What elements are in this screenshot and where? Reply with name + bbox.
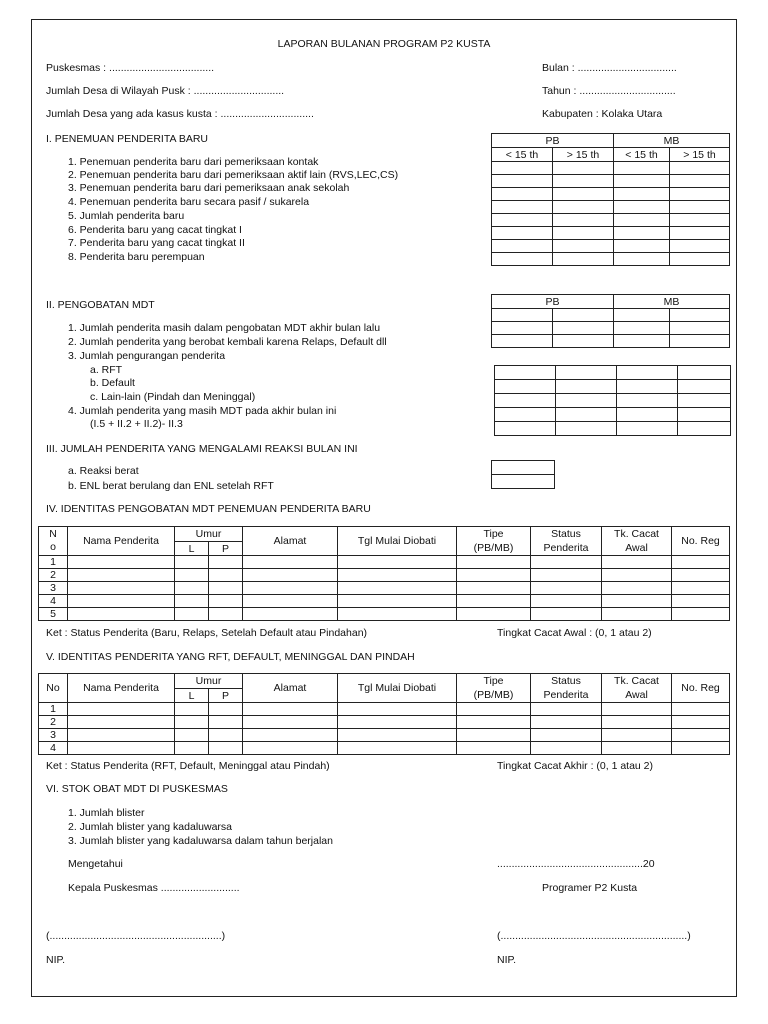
- table-cell[interactable]: [553, 309, 614, 322]
- table-cell[interactable]: [531, 556, 602, 569]
- table-cell[interactable]: [492, 227, 553, 240]
- section1-item-6: 6. Penderita baru yang cacat tingkat I: [68, 224, 242, 236]
- desa-wilayah-field: Jumlah Desa di Wilayah Pusk : ...............................: [46, 85, 285, 97]
- table-cell[interactable]: [670, 309, 730, 322]
- table-cell[interactable]: [338, 742, 457, 755]
- table-cell[interactable]: [209, 729, 243, 742]
- section2-item-1: 1. Jumlah penderita masih dalam pengobatan MDT akhir bulan lalu: [68, 322, 381, 334]
- col-tipe: [457, 527, 531, 556]
- col-no-a: N: [49, 528, 57, 540]
- table-cell[interactable]: [209, 569, 243, 582]
- table-cell[interactable]: [175, 582, 209, 595]
- table-cell[interactable]: [492, 201, 553, 214]
- table-cell[interactable]: [614, 240, 670, 253]
- table-cell[interactable]: [243, 569, 338, 582]
- table-cell[interactable]: [495, 366, 556, 380]
- table-cell[interactable]: [556, 380, 617, 394]
- row-number: 4: [39, 595, 68, 608]
- section2-item-4-formula: (I.5 + II.2 + II.2)- II.3: [90, 418, 183, 430]
- table-cell[interactable]: [68, 703, 175, 716]
- table-cell[interactable]: [617, 408, 678, 422]
- table-cell[interactable]: [556, 422, 617, 436]
- table-cell[interactable]: [602, 716, 672, 729]
- table-cell[interactable]: [175, 716, 209, 729]
- table-cell[interactable]: [556, 394, 617, 408]
- table-cell[interactable]: [243, 582, 338, 595]
- table-cell[interactable]: [492, 240, 553, 253]
- table-cell[interactable]: [670, 227, 730, 240]
- table-cell[interactable]: [672, 582, 730, 595]
- col-cacat: [602, 527, 672, 556]
- section5-ket: Ket : Status Penderita (RFT, Default, Meninggal atau Pindah): [46, 760, 330, 772]
- signature-right: (................................................................): [497, 930, 691, 942]
- table-cell[interactable]: [553, 227, 614, 240]
- mb-header: MB: [614, 295, 730, 309]
- section6-item-3: 3. Jumlah blister yang kadaluwarsa dalam tahun berjalan: [68, 835, 333, 847]
- table-cell[interactable]: [457, 608, 531, 621]
- section2-table-a: [491, 294, 730, 348]
- table-cell[interactable]: [670, 201, 730, 214]
- col-l: L: [175, 542, 209, 556]
- table-cell[interactable]: [617, 366, 678, 380]
- table-cell[interactable]: [338, 729, 457, 742]
- table-cell[interactable]: [492, 214, 553, 227]
- table-cell[interactable]: [602, 608, 672, 621]
- table-cell[interactable]: [175, 703, 209, 716]
- section3-heading: III. JUMLAH PENDERITA YANG MENGALAMI REAKSI BULAN INI: [46, 443, 358, 455]
- col-status-a: Status: [551, 675, 581, 687]
- col-alamat: Alamat: [243, 527, 338, 556]
- section1-item-4: 4. Penemuan penderita baru secara pasif / sukarela: [68, 196, 310, 208]
- table-cell[interactable]: [175, 595, 209, 608]
- table-cell[interactable]: [175, 608, 209, 621]
- table-cell[interactable]: [492, 188, 553, 201]
- table-cell[interactable]: [175, 742, 209, 755]
- table-cell[interactable]: [338, 716, 457, 729]
- table-cell[interactable]: [243, 742, 338, 755]
- col-tipe-a: Tipe: [483, 528, 504, 540]
- section2-subitem-c: c. Lain-lain (Pindah dan Meninggal): [90, 391, 256, 403]
- table-cell[interactable]: [531, 595, 602, 608]
- table-cell[interactable]: [672, 716, 730, 729]
- row-number: 2: [39, 569, 68, 582]
- table-cell[interactable]: [678, 422, 731, 436]
- puskesmas-field: Puskesmas : ....................................: [46, 62, 215, 74]
- table-cell[interactable]: [602, 729, 672, 742]
- table-cell[interactable]: [495, 380, 556, 394]
- col-status-b: Penderita: [543, 689, 589, 701]
- row-number: 3: [39, 729, 68, 742]
- table-cell[interactable]: [553, 162, 614, 175]
- section4-heading: IV. IDENTITAS PENGOBATAN MDT PENEMUAN PENDERITA BARU: [46, 503, 371, 515]
- table-cell[interactable]: [338, 608, 457, 621]
- table-cell[interactable]: [531, 608, 602, 621]
- table-cell[interactable]: [672, 595, 730, 608]
- row-number: 5: [39, 608, 68, 621]
- table-cell[interactable]: [457, 729, 531, 742]
- table-cell[interactable]: [338, 595, 457, 608]
- section4-table: [38, 526, 730, 621]
- table-cell[interactable]: [175, 569, 209, 582]
- section4-ket: Ket : Status Penderita (Baru, Relaps, Setelah Default atau Pindahan): [46, 627, 368, 639]
- table-cell[interactable]: [209, 703, 243, 716]
- table-cell[interactable]: [492, 335, 553, 348]
- date-line: ..................................................20: [497, 858, 655, 870]
- table-cell[interactable]: [556, 366, 617, 380]
- section6-item-2: 2. Jumlah blister yang kadaluwarsa: [68, 821, 233, 833]
- pb-over15-header: > 15 th: [553, 148, 614, 162]
- table-cell[interactable]: [678, 408, 731, 422]
- section1-item-7: 7. Penderita baru yang cacat tingkat II: [68, 237, 245, 249]
- table-cell[interactable]: [338, 569, 457, 582]
- col-cacat-b: Awal: [625, 689, 648, 701]
- programer-label: Programer P2 Kusta: [542, 882, 638, 894]
- table-cell[interactable]: [553, 240, 614, 253]
- row-number: 4: [39, 742, 68, 755]
- table-cell[interactable]: [457, 742, 531, 755]
- table-cell[interactable]: [602, 569, 672, 582]
- table-cell[interactable]: [209, 595, 243, 608]
- col-cacat-a: Tk. Cacat: [614, 528, 659, 540]
- table-cell[interactable]: [492, 309, 553, 322]
- col-no-b: o: [50, 541, 56, 553]
- table-cell[interactable]: [614, 253, 670, 266]
- table-cell[interactable]: [495, 394, 556, 408]
- table-cell[interactable]: [614, 201, 670, 214]
- table-cell[interactable]: [553, 322, 614, 335]
- table-cell[interactable]: [68, 595, 175, 608]
- section1-item-1: 1. Penemuan penderita baru dari pemeriksaan kontak: [68, 156, 319, 168]
- section1-heading: I. PENEMUAN PENDERITA BARU: [46, 133, 209, 145]
- table-cell[interactable]: [553, 188, 614, 201]
- table-cell[interactable]: [68, 729, 175, 742]
- col-tipe: [457, 674, 531, 703]
- table-cell[interactable]: [614, 227, 670, 240]
- col-p: P: [209, 689, 243, 703]
- kabupaten-field: Kabupaten : Kolaka Utara: [542, 108, 663, 120]
- section1-item-8: 8. Penderita baru perempuan: [68, 251, 205, 263]
- col-umur: Umur: [175, 674, 243, 689]
- table-cell[interactable]: [602, 595, 672, 608]
- desa-kasus-field: Jumlah Desa yang ada kasus kusta : ................................: [46, 108, 314, 120]
- section6-heading: VI. STOK OBAT MDT DI PUSKESMAS: [46, 783, 228, 795]
- tahun-field: Tahun : .................................: [542, 85, 676, 97]
- table-cell[interactable]: [614, 162, 670, 175]
- table-cell[interactable]: [457, 703, 531, 716]
- row-number: 2: [39, 716, 68, 729]
- table-cell[interactable]: [670, 175, 730, 188]
- table-cell[interactable]: [602, 556, 672, 569]
- table-cell[interactable]: [495, 408, 556, 422]
- col-status: [531, 527, 602, 556]
- table-cell[interactable]: [672, 556, 730, 569]
- table-cell[interactable]: [531, 729, 602, 742]
- table-cell[interactable]: [457, 595, 531, 608]
- table-cell[interactable]: [670, 335, 730, 348]
- table-cell[interactable]: [68, 569, 175, 582]
- mengetahui-label: Mengetahui: [68, 858, 123, 870]
- table-cell[interactable]: [209, 716, 243, 729]
- table-cell[interactable]: [492, 175, 553, 188]
- table-cell[interactable]: [602, 742, 672, 755]
- col-p: P: [209, 542, 243, 556]
- table-cell[interactable]: [209, 582, 243, 595]
- table-cell[interactable]: [614, 214, 670, 227]
- mb-over15-header: > 15 th: [670, 148, 730, 162]
- section2-subitem-b: b. Default: [90, 377, 135, 389]
- table-cell[interactable]: [243, 556, 338, 569]
- section2-item-4: 4. Jumlah penderita yang masih MDT pada akhir bulan ini: [68, 405, 337, 417]
- col-cacat: [602, 674, 672, 703]
- table-cell[interactable]: [614, 322, 670, 335]
- table-cell[interactable]: [614, 175, 670, 188]
- col-no: No: [39, 674, 68, 703]
- nip-left: NIP.: [46, 954, 66, 966]
- table-cell[interactable]: [672, 703, 730, 716]
- section3-table: [491, 460, 555, 489]
- col-nama: Nama Penderita: [68, 527, 175, 556]
- table-cell[interactable]: [617, 380, 678, 394]
- table-cell[interactable]: [670, 322, 730, 335]
- section5-heading: V. IDENTITAS PENDERITA YANG RFT, DEFAULT, MENINGGAL DAN PINDAH: [46, 651, 415, 663]
- section2-heading: II. PENGOBATAN MDT: [46, 299, 155, 311]
- col-reg: No. Reg: [672, 527, 730, 556]
- table-cell[interactable]: [338, 582, 457, 595]
- col-tgl: Tgl Mulai Diobati: [338, 674, 457, 703]
- table-cell[interactable]: [672, 569, 730, 582]
- table-cell[interactable]: [614, 309, 670, 322]
- table-cell[interactable]: [68, 742, 175, 755]
- table-cell[interactable]: [492, 322, 553, 335]
- table-cell[interactable]: [670, 240, 730, 253]
- section1-item-5: 5. Jumlah penderita baru: [68, 210, 185, 222]
- table-cell[interactable]: [531, 742, 602, 755]
- table-cell[interactable]: [457, 582, 531, 595]
- row-number: 3: [39, 582, 68, 595]
- table-cell[interactable]: [617, 394, 678, 408]
- mb-header: MB: [614, 134, 730, 148]
- table-cell[interactable]: [68, 608, 175, 621]
- table-cell[interactable]: [243, 729, 338, 742]
- table-cell[interactable]: [243, 595, 338, 608]
- nip-right: NIP.: [497, 954, 517, 966]
- col-status-a: Status: [551, 528, 581, 540]
- pb-under15-header: < 15 th: [492, 148, 553, 162]
- signature-left: (...........................................................): [46, 930, 226, 942]
- form-title: LAPORAN BULANAN PROGRAM P2 KUSTA: [277, 38, 491, 50]
- table-cell[interactable]: [553, 214, 614, 227]
- table-cell[interactable]: [68, 582, 175, 595]
- table-cell[interactable]: [553, 253, 614, 266]
- col-status-b: Penderita: [543, 542, 589, 554]
- col-status: [531, 674, 602, 703]
- table-cell[interactable]: [614, 335, 670, 348]
- col-reg: No. Reg: [672, 674, 730, 703]
- table-cell[interactable]: [457, 556, 531, 569]
- table-cell[interactable]: [209, 742, 243, 755]
- table-cell[interactable]: [602, 582, 672, 595]
- table-cell[interactable]: [338, 556, 457, 569]
- col-umur: Umur: [175, 527, 243, 542]
- section1-item-2: 2. Penemuan penderita baru dari pemeriksaan aktif lain (RVS,LEC,CS): [68, 169, 399, 181]
- table-cell[interactable]: [672, 742, 730, 755]
- table-cell[interactable]: [243, 608, 338, 621]
- table-cell[interactable]: [338, 703, 457, 716]
- table-cell[interactable]: [553, 335, 614, 348]
- table-cell[interactable]: [243, 716, 338, 729]
- table-cell[interactable]: [556, 408, 617, 422]
- col-alamat: Alamat: [243, 674, 338, 703]
- col-tipe-b: (PB/MB): [473, 689, 514, 701]
- col-cacat-a: Tk. Cacat: [614, 675, 659, 687]
- table-cell[interactable]: [553, 175, 614, 188]
- section2-item-2: 2. Jumlah penderita yang berobat kembali karena Relaps, Default dll: [68, 336, 387, 348]
- table-cell[interactable]: [495, 422, 556, 436]
- table-cell[interactable]: [553, 201, 614, 214]
- table-cell[interactable]: [670, 214, 730, 227]
- col-tipe-b: (PB/MB): [473, 542, 514, 554]
- table-cell[interactable]: [614, 188, 670, 201]
- pb-header: PB: [492, 134, 614, 148]
- table-cell[interactable]: [209, 556, 243, 569]
- section2-item-3: 3. Jumlah pengurangan penderita: [68, 350, 226, 362]
- table-cell[interactable]: [531, 569, 602, 582]
- table-cell[interactable]: [492, 475, 555, 489]
- pb-header: PB: [492, 295, 614, 309]
- bulan-field: Bulan : ..................................: [542, 62, 677, 74]
- col-nama: Nama Penderita: [68, 674, 175, 703]
- section1-item-3: 3. Penemuan penderita baru dari pemeriksaan anak sekolah: [68, 182, 350, 194]
- section3-item-b: b. ENL berat berulang dan ENL setelah RFT: [68, 480, 274, 492]
- table-cell[interactable]: [209, 608, 243, 621]
- mb-under15-header: < 15 th: [614, 148, 670, 162]
- col-no: [39, 527, 68, 556]
- table-cell[interactable]: [602, 703, 672, 716]
- table-cell[interactable]: [678, 394, 731, 408]
- table-cell[interactable]: [672, 608, 730, 621]
- table-cell[interactable]: [678, 366, 731, 380]
- table-cell[interactable]: [670, 253, 730, 266]
- row-number: 1: [39, 556, 68, 569]
- table-cell[interactable]: [457, 716, 531, 729]
- section1-table: [491, 133, 730, 266]
- section5-table: [38, 673, 730, 755]
- table-cell[interactable]: [617, 422, 678, 436]
- col-tipe-a: Tipe: [483, 675, 504, 687]
- table-cell[interactable]: [492, 461, 555, 475]
- section4-tingkat: Tingkat Cacat Awal : (0, 1 atau 2): [497, 627, 652, 639]
- table-cell[interactable]: [492, 162, 553, 175]
- table-cell[interactable]: [531, 716, 602, 729]
- table-cell[interactable]: [175, 729, 209, 742]
- section2-table-b: [494, 365, 731, 436]
- table-cell[interactable]: [531, 703, 602, 716]
- table-cell[interactable]: [457, 569, 531, 582]
- table-cell[interactable]: [678, 380, 731, 394]
- section3-item-a: a. Reaksi berat: [68, 465, 139, 477]
- col-l: L: [175, 689, 209, 703]
- table-cell[interactable]: [68, 556, 175, 569]
- table-cell[interactable]: [670, 162, 730, 175]
- table-cell[interactable]: [68, 716, 175, 729]
- section6-item-1: 1. Jumlah blister: [68, 807, 145, 819]
- section2-subitem-a: a. RFT: [90, 364, 123, 376]
- section5-tingkat: Tingkat Cacat Akhir : (0, 1 atau 2): [497, 760, 654, 772]
- table-cell[interactable]: [243, 703, 338, 716]
- row-number: 1: [39, 703, 68, 716]
- table-cell[interactable]: [175, 556, 209, 569]
- table-cell[interactable]: [492, 253, 553, 266]
- table-cell[interactable]: [672, 729, 730, 742]
- col-tgl: Tgl Mulai Diobati: [338, 527, 457, 556]
- table-cell[interactable]: [531, 582, 602, 595]
- kepala-puskesmas: Kepala Puskesmas ...........................: [68, 882, 240, 894]
- table-cell[interactable]: [670, 188, 730, 201]
- col-cacat-b: Awal: [625, 542, 648, 554]
